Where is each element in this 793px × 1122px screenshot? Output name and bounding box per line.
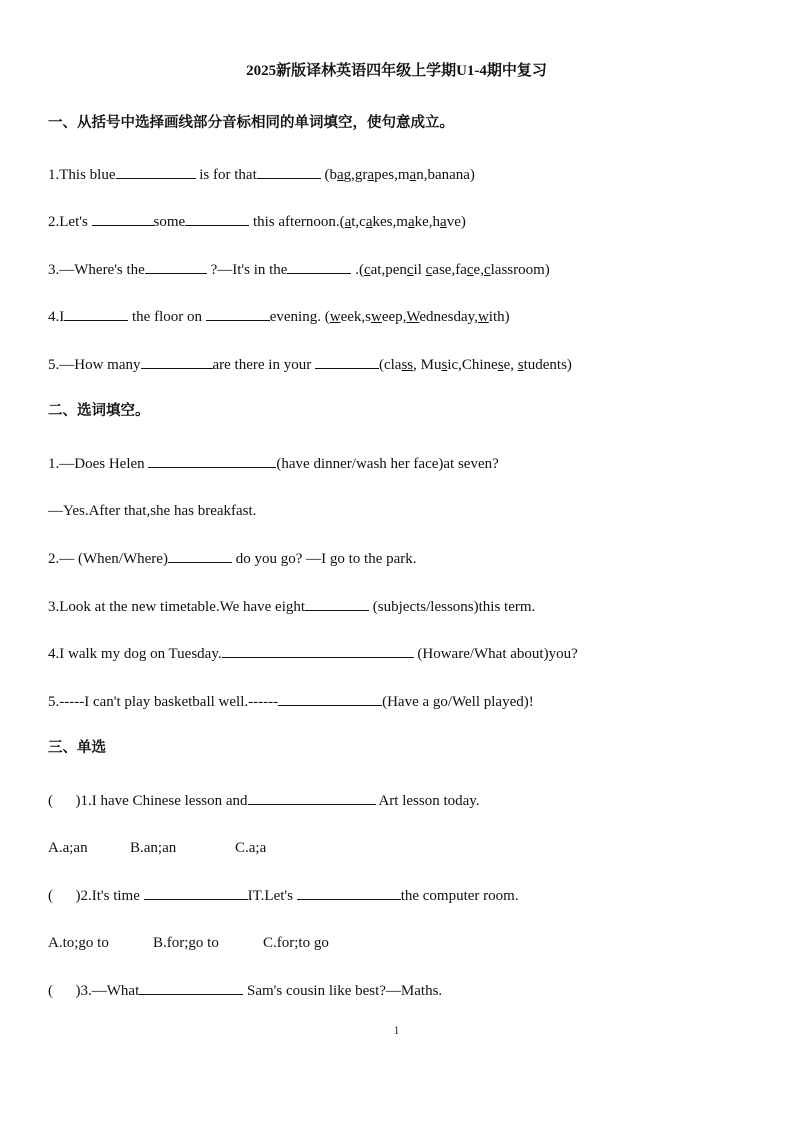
section-1-heading: 一、从括号中选择画线部分音标相同的单词填空，使句意成立。 [48,115,454,131]
s1-q2-text-c: this afternoon.( [249,214,345,230]
s3-q2-text-c: the computer room. [400,888,519,904]
s2-q2-text-b: do you go? —I go to the park. [231,551,417,567]
answer-paren[interactable]: ( ) [48,793,81,809]
underlined-letter: a [367,167,375,183]
underlined-letter: a [344,214,352,230]
underlined-letter: w [477,309,489,325]
underlined-letter: a [407,214,415,230]
s1-q1-text-c: (b [320,167,337,183]
s2-q5-text-b: (Have a go/Well played)! [382,694,534,710]
s1-question-4 [48,306,510,327]
s2-question-2 [48,548,417,569]
underlined-letter: w [329,309,341,325]
underlined-letter: W [406,309,420,325]
s1-question-1 [48,164,475,185]
s1-q5-text-a: 5.—How many [48,357,141,373]
s1-q3-text-c: .( [351,262,364,278]
underlined-letter: c [466,262,474,278]
s2-question-1-answer: —Yes.After that,she has breakfast. [48,503,257,519]
s1-q2-blank-2[interactable] [185,211,249,226]
s2-q2-blank[interactable] [168,548,232,563]
s2-q5-text-a: 5.-----I can't play basketball well.------ [48,694,279,710]
s1-q3-text-a: 3.—Where's the [48,262,145,278]
s2-q1-text-a: 1.—Does Helen [48,456,149,472]
s1-q1-text-a: 1.This blue [48,167,116,183]
page-number: 1 [393,1023,400,1037]
option-a[interactable]: A.a;an [48,840,88,856]
s1-q5-text-g: tudents) [523,357,572,373]
s3-q3-blank[interactable] [139,980,243,995]
s2-q4-text-b: (Howare/What about)you? [413,646,578,662]
underlined-letter: w [370,309,382,325]
underlined-letter: c [483,262,491,278]
s3-question-2 [48,885,519,906]
s1-q4-text-c: evening. ( [269,309,330,325]
underlined-letter: s [441,357,448,373]
s2-question-3 [48,596,535,617]
s2-question-1 [48,453,499,474]
s3-q2-blank-1[interactable] [144,885,248,900]
underlined-letter: a [365,214,373,230]
underlined-letter: s [517,357,524,373]
s1-q1-text-e: pes,m [374,167,410,183]
s1-q5-blank-1[interactable] [141,354,213,369]
s1-q1-blank-1[interactable] [116,164,196,179]
underlined-letter: s [497,357,504,373]
option-b[interactable]: B.an;an [130,840,177,856]
s1-q3-blank-1[interactable] [145,259,207,274]
answer-paren[interactable]: ( ) [48,888,81,904]
s2-q4-blank[interactable] [222,643,414,658]
s1-q2-text-a: 2.Let's [48,214,92,230]
s1-q4-text-e: eep, [381,309,407,325]
s1-q2-text-f: ke,h [414,214,441,230]
s1-q5-text-b: are there in your [212,357,315,373]
s1-question-5 [48,354,572,375]
s2-q3-text-b: (subjects/lessons)this term. [369,599,536,615]
underlined-letter: c [406,262,414,278]
s2-q1-blank[interactable] [148,453,276,468]
option-c[interactable]: C.a;a [235,840,267,856]
s1-q3-text-h: lassroom) [490,262,550,278]
s1-q2-text-d: t,c [351,214,366,230]
s1-q1-text-b: is for that [195,167,257,183]
s1-q5-text-e: ic,Chine [447,357,498,373]
s1-q3-text-g: e, [473,262,484,278]
option-b[interactable]: B.for;go to [153,935,219,951]
s2-question-5 [48,691,534,712]
s1-q2-text-g: ve) [446,214,466,230]
s3-q1-text-b: Art lesson today. [375,793,480,809]
s1-q1-text-d: g,gr [343,167,368,183]
s3-question-3 [48,980,442,1001]
underlined-letter: a [440,214,447,230]
s1-question-2 [48,211,466,232]
underlined-letter: a [409,167,417,183]
s1-q4-text-d: eek,s [340,309,371,325]
s3-q1-text-a: 1.I have Chinese lesson and [80,793,248,809]
s3-q2-blank-2[interactable] [297,885,401,900]
s1-q4-text-a: 4.I [48,309,65,325]
s2-q3-blank[interactable] [305,596,369,611]
s2-q3-text-a: 3.Look at the new timetable.We have eight [48,599,306,615]
s1-q5-text-d: , Mu [413,357,442,373]
underlined-letter: ss [401,357,414,373]
answer-paren[interactable]: ( ) [48,983,81,999]
underlined-letter: c [425,262,433,278]
s1-q3-blank-2[interactable] [287,259,351,274]
s1-q4-blank-1[interactable] [64,306,128,321]
section-2-heading: 二、选词填空。 [48,403,150,419]
s1-q3-text-d: at,pen [370,262,407,278]
s3-q2-text-b: IT.Let's [247,888,297,904]
s2-q1-text-b: (have dinner/wash her face)at seven? [276,456,499,472]
s2-q4-text-a: 4.I walk my dog on Tuesday. [48,646,222,662]
s3-q3-text-a: 3.—What [80,983,140,999]
s1-q5-text-c: (cla [378,357,402,373]
s2-q2-text-a: 2.— (When/Where) [48,551,168,567]
s1-question-3 [48,259,550,280]
s1-q3-text-f: ase,fa [432,262,467,278]
s1-q1-text-f: n,banana) [416,167,475,183]
s1-q2-text-b: some [153,214,186,230]
s3-question-1 [48,790,480,811]
s1-q4-blank-2[interactable] [206,306,270,321]
s1-q5-blank-2[interactable] [315,354,379,369]
s1-q4-text-f: ednesday, [419,309,478,325]
option-c[interactable]: C.for;to go [263,935,329,951]
underlined-letter: a [337,167,344,183]
s1-q1-blank-2[interactable] [257,164,321,179]
s2-question-4 [48,643,578,664]
page-title: 2025新版译林英语四年级上学期U1-4期中复习 [246,63,547,79]
s1-q3-text-b: ?—It's in the [206,262,288,278]
s3-q3-text-b: Sam's cousin like best?—Maths. [243,983,443,999]
s1-q2-text-e: kes,m [372,214,408,230]
s1-q2-blank-1[interactable] [92,211,154,226]
section-3-heading: 三、单选 [48,740,106,756]
s3-q1-blank[interactable] [248,790,376,805]
s3-question-2-options [48,933,329,953]
s1-q3-text-e: il [413,262,426,278]
option-a[interactable]: A.to;go to [48,935,109,951]
s1-q4-text-b: the floor on [128,309,206,325]
s1-q4-text-g: ith) [488,309,510,325]
s1-q5-text-f: e, [503,357,518,373]
s2-q5-blank[interactable] [278,691,382,706]
underlined-letter: c [363,262,371,278]
s3-question-1-options [48,838,266,858]
s3-q2-text-a: 2.It's time [80,888,144,904]
